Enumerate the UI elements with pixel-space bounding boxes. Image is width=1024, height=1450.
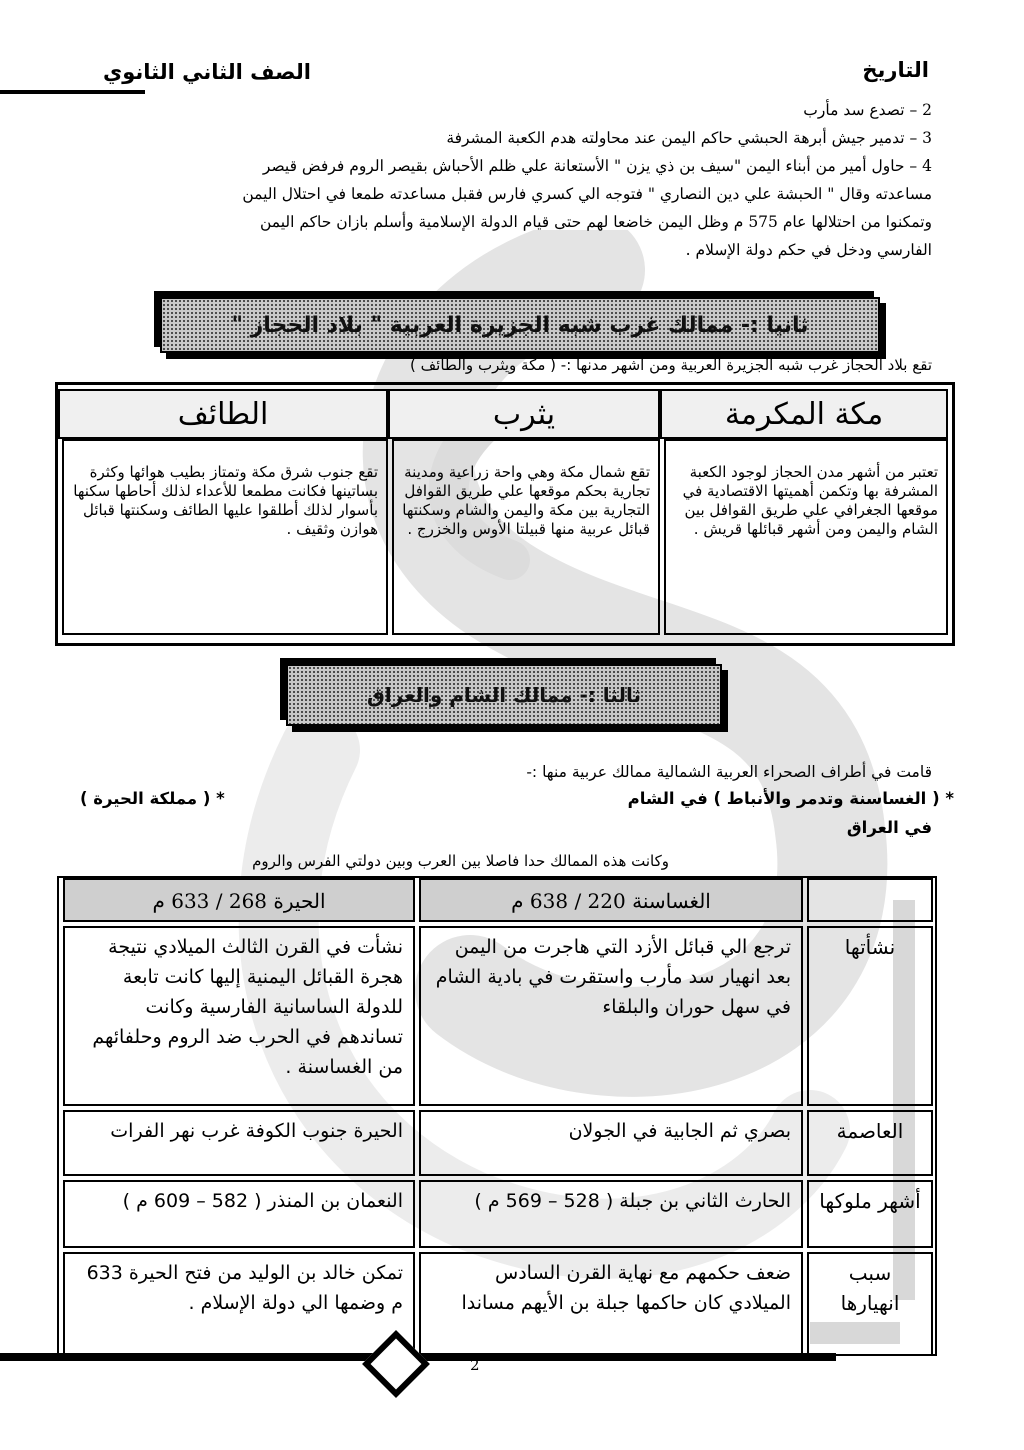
hira-kings: النعمان بن المنذر ( 582 – 609 م ) xyxy=(63,1180,415,1248)
hira-origin: نشأت في القرن الثالث الميلادي نتيجة هجرة القبائل اليمنية إليها كانت تابعة للدولة الساسانية الفارسية وكانت تساندهم في الحرب ضد الروم وحلفائهم من الغساسنة . xyxy=(63,926,415,1106)
city-desc-yathrib: تقع شمال مكة وهي واحة زراعية ومدينة تجارية بحكم موقعها علي طريق القوافل التجارية بين مكة واليمن والشام وسكنتها قبائل عربية منها قبيلتا الأوس والخزرج . xyxy=(392,439,660,635)
column-header-hira: الحيرة 268 / 633 م xyxy=(63,878,415,922)
page-number: 2 xyxy=(470,1356,480,1374)
hijaz-cities-table xyxy=(55,382,955,646)
city-header-makkah: مكة المكرمة xyxy=(660,389,948,439)
kingdom-hira-location: في العراق xyxy=(846,818,932,837)
ghassan-capital: بصري ثم الجابية في الجولان xyxy=(419,1110,803,1176)
table-row xyxy=(59,878,935,922)
kingdoms-sham: * ( الغساسنة وتدمر والأنباط ) في الشام xyxy=(627,789,954,808)
row-label: سبب انهيارها xyxy=(807,1252,933,1356)
header-underline xyxy=(0,90,145,94)
table-corner-cell xyxy=(807,878,933,922)
intro-point: مساعدته وقال " الحبشة علي دين النصاري " فتوجه الي كسري فارس فقبل مساعدته طمعا في احتلال اليمن xyxy=(242,185,932,203)
kingdoms-note: وكانت هذه الممالك حدا فاصلا بين العرب وبين دولتي الفرس والروم xyxy=(252,852,669,870)
ghassan-origin: ترجع الي قبائل الأزد التي هاجرت من اليمن بعد انهيار سد مأرب واستقرت في بادية الشام في سهل حوران والبلقاء xyxy=(419,926,803,1106)
row-label: العاصمة xyxy=(807,1110,933,1176)
table-row xyxy=(59,926,935,1106)
section-sham-iraq-banner: ثالثا :- ممالك الشام والعراق xyxy=(286,664,722,726)
intro-point: 4 – حاول أمير من أبناء اليمن "سيف بن ذي يزن " الأستعانة علي ظلم الأحباش بقيصر الروم فرفض قيصر xyxy=(262,157,932,175)
intro-point: 2 – تصدع سد مأرب xyxy=(803,101,932,119)
city-desc-taif: تقع جنوب شرق مكة وتمتاز بطيب هوائها وكثرة بساتينها فكانت مطمعا للأعداء لذلك أحاطها سكنها بأسوار لذلك أطلقوا عليها الطائف وسكنتها قبائل هوازن وثقيف . xyxy=(62,439,388,635)
table-row xyxy=(59,1110,935,1176)
north-intro: قامت في أطراف الصحراء العربية الشمالية ممالك عربية منها :- xyxy=(526,763,932,781)
table-row xyxy=(59,1180,935,1248)
ghassan-kings: الحارث الثاني بن جبلة ( 528 – 569 م ) xyxy=(419,1180,803,1248)
decorative-shade xyxy=(810,1322,900,1344)
hijaz-intro: تقع بلاد الحجاز غرب شبه الجزيرة العربية ومن أشهر مدنها :- ( مكة ويثرب والطائف ) xyxy=(410,356,932,374)
intro-point: وتمكنوا من احتلالها عام 575 م وظل اليمن خاضعا لهم حتى قيام الدولة الإسلامية وأسلم بازان حاكم اليمن xyxy=(259,213,932,231)
hira-capital: الحيرة جنوب الكوفة غرب نهر الفرات xyxy=(63,1110,415,1176)
table-row xyxy=(59,1252,935,1356)
row-label: نشأتها xyxy=(807,926,933,1106)
city-header-taif: الطائف xyxy=(58,389,388,439)
section-hijaz-banner: ثانيا :- ممالك غرب شبه الجزيرة العربية " بلاد الحجاز " xyxy=(160,297,880,353)
ghassan-collapse: ضعف حكمهم مع نهاية القرن السادس الميلادي كان حاكمها جبلة بن الأيهم مساندا xyxy=(419,1252,803,1356)
kingdom-hira: * ( مملكة الحيرة ) xyxy=(80,789,225,808)
grade-title: الصف الثاني الثانوي xyxy=(103,60,311,84)
column-header-ghassan: الغساسنة 220 / 638 م xyxy=(419,878,803,922)
intro-point: 3 – تدمير جيش أبرهة الحبشي حاكم اليمن عند محاولته هدم الكعبة المشرفة xyxy=(446,129,932,147)
city-desc-makkah: تعتبر من أشهر مدن الحجاز لوجود الكعبة المشرفة بها وتكمن أهميتها الاقتصادية في موقعها الجغرافي علي طريق القوافل بين الشام واليمن ومن أشهر قبائلها قريش . xyxy=(664,439,948,635)
intro-point: الفارسي ودخل في حكم دولة الإسلام . xyxy=(685,241,932,259)
subject-title: التاريخ xyxy=(862,58,929,82)
kingdoms-comparison-table xyxy=(57,876,937,1356)
city-header-yathrib: يثرب xyxy=(388,389,660,439)
hira-collapse: تمكن خالد بن الوليد من فتح الحيرة 633 م وضمها الي دولة الإسلام . xyxy=(63,1252,415,1356)
row-label: أشهر ملوكها xyxy=(807,1180,933,1248)
